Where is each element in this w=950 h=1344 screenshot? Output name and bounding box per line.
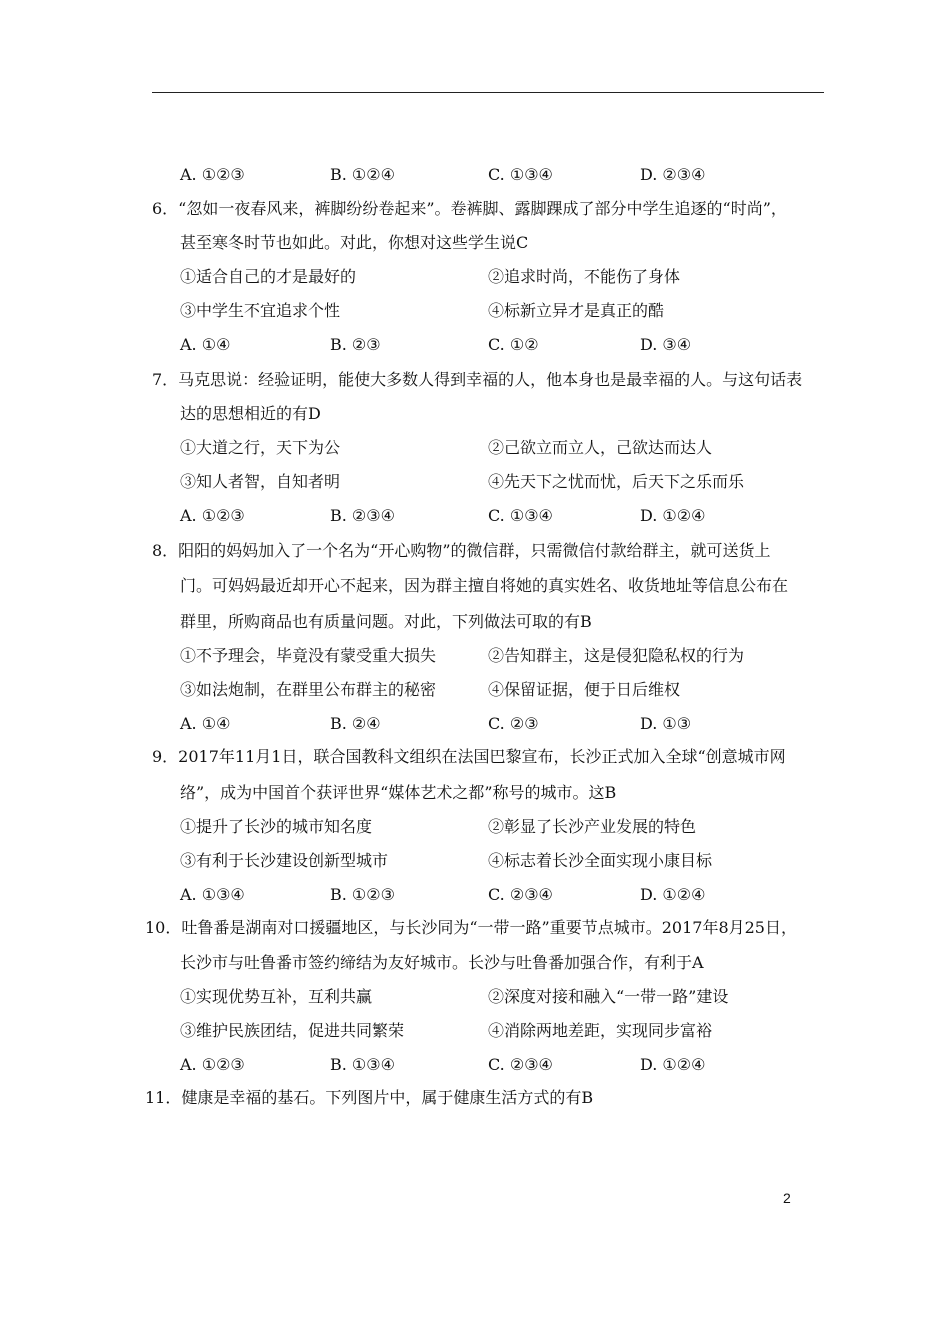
statement-1: ①提升了长沙的城市知名度 [180, 817, 373, 836]
option-c: C. ①③④ [488, 506, 553, 525]
option-a: A. ①②③ [180, 1055, 245, 1074]
option-c: C. ①③④ [488, 165, 553, 184]
question-stem: 9．2017年11月1日，联合国教科文组织在法国巴黎宣布，长沙正式加入全球“创意城市网 [152, 747, 786, 766]
statement-3: ③中学生不宜追求个性 [180, 301, 341, 320]
option-d: D. ①③ [640, 714, 692, 733]
option-d: D. ②③④ [640, 165, 706, 184]
option-a: A. ①②③ [180, 506, 245, 525]
statement-2: ②告知群主，这是侵犯隐私权的行为 [488, 646, 745, 665]
statement-1: ①不予理会，毕竟没有蒙受重大损失 [180, 646, 437, 665]
question-stem-cont: 络”，成为中国首个获评世界“媒体艺术之都”称号的城市。这B [180, 783, 617, 802]
statement-3: ③有利于长沙建设创新型城市 [180, 851, 389, 870]
statement-3: ③如法炮制，在群里公布群主的秘密 [180, 680, 437, 699]
option-b: B. ②④ [330, 714, 381, 733]
statement-2: ②己欲立而立人，己欲达而达人 [488, 438, 713, 457]
option-a: A. ①②③ [180, 165, 245, 184]
option-a: A. ①③④ [180, 885, 245, 904]
option-b: B. ②③ [330, 335, 381, 354]
statement-1: ①实现优势互补，互利共赢 [180, 987, 373, 1006]
question-stem: 8．阳阳的妈妈加入了一个名为“开心购物”的微信群，只需微信付款给群主，就可送货上 [152, 541, 771, 560]
question-stem-cont: 门。可妈妈最近却开心不起来，因为群主擅自将她的真实姓名、收货地址等信息公布在 [180, 576, 789, 595]
statement-4: ④先天下之忧而忧，后天下之乐而乐 [488, 472, 745, 491]
option-b: B. ①③④ [330, 1055, 395, 1074]
option-c: C. ②③ [488, 714, 539, 733]
statement-1: ①适合自己的才是最好的 [180, 267, 357, 286]
question-stem: 6．“忽如一夜春风来，裤脚纷纷卷起来”。卷裤脚、露脚踝成了部分中学生追逐的“时尚”， [152, 199, 787, 218]
option-d: D. ①②④ [640, 506, 706, 525]
option-d: D. ①②④ [640, 1055, 706, 1074]
question-stem-cont: 群里，所购商品也有质量问题。对此，下列做法可取的有B [180, 612, 592, 631]
statement-2: ②追求时尚，不能伤了身体 [488, 267, 681, 286]
header-rule [152, 92, 824, 93]
option-c: C. ②③④ [488, 885, 553, 904]
question-stem-cont: 长沙市与吐鲁番市签约缔结为友好城市。长沙与吐鲁番加强合作，有利于A [180, 953, 704, 972]
statement-2: ②彰显了长沙产业发展的特色 [488, 817, 697, 836]
option-c: C. ②③④ [488, 1055, 553, 1074]
option-b: B. ②③④ [330, 506, 395, 525]
statement-3: ③知人者智，自知者明 [180, 472, 341, 491]
statement-3: ③维护民族团结，促进共同繁荣 [180, 1021, 405, 1040]
option-d: D. ①②④ [640, 885, 706, 904]
question-stem: 10．吐鲁番是湖南对口援疆地区，与长沙同为“一带一路”重要节点城市。2017年8月25日， [145, 918, 797, 937]
option-b: B. ①②③ [330, 885, 395, 904]
page-number: 2 [783, 1190, 791, 1206]
option-b: B. ①②④ [330, 165, 395, 184]
option-c: C. ①② [488, 335, 539, 354]
statement-2: ②深度对接和融入“一带一路”建设 [488, 987, 729, 1006]
statement-4: ④消除两地差距，实现同步富裕 [488, 1021, 713, 1040]
option-d: D. ③④ [640, 335, 692, 354]
statement-1: ①大道之行，天下为公 [180, 438, 341, 457]
option-a: A. ①④ [180, 335, 231, 354]
statement-4: ④标志着长沙全面实现小康目标 [488, 851, 713, 870]
option-a: A. ①④ [180, 714, 231, 733]
question-stem: 11．健康是幸福的基石。下列图片中，属于健康生活方式的有B [145, 1088, 594, 1107]
question-stem: 7．马克思说：经验证明，能使大多数人得到幸福的人，他本身也是最幸福的人。与这句话表 [152, 370, 803, 389]
question-stem-cont: 甚至寒冬时节也如此。对此，你想对这些学生说C [180, 233, 529, 252]
statement-4: ④标新立异才是真正的酷 [488, 301, 665, 320]
statement-4: ④保留证据，便于日后维权 [488, 680, 681, 699]
question-stem-cont: 达的思想相近的有D [180, 404, 321, 423]
